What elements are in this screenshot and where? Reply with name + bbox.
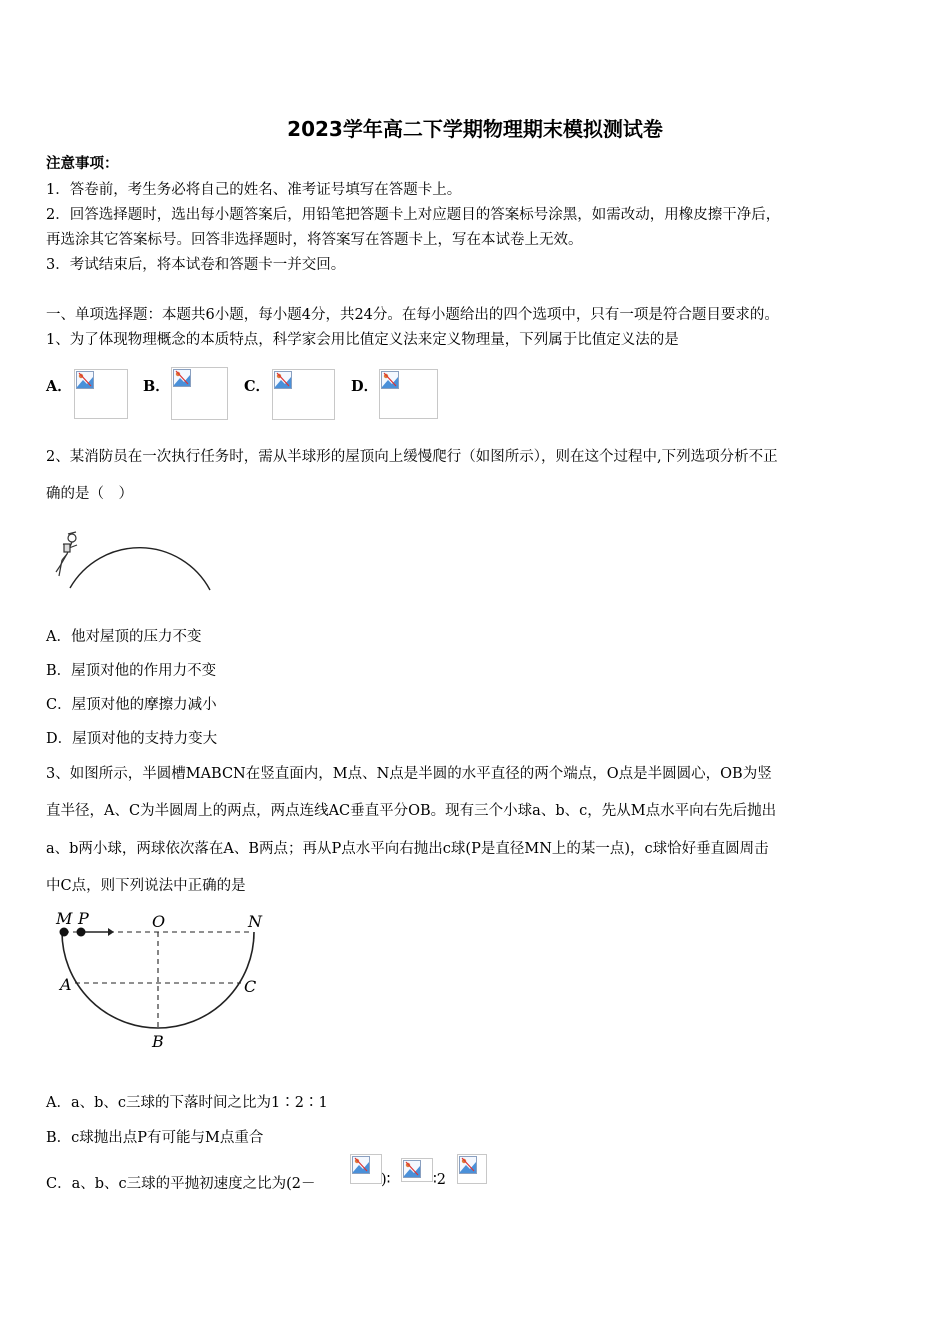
label-b: B <box>152 1032 164 1051</box>
label-m: M <box>56 909 73 928</box>
q1-option-d-image <box>379 369 438 419</box>
broken-image-icon <box>403 1160 421 1178</box>
label-p: P <box>78 909 89 928</box>
q3-option-c-mid1: )∶ <box>381 1172 391 1188</box>
q1-option-c-label: C． <box>244 378 271 395</box>
q3-option-c-prefix: C．a、b、c三球的平抛初速度之比为(2－ <box>46 1176 316 1192</box>
q2-option-b: B．屋顶对他的作用力不变 <box>46 663 217 679</box>
firefighter-icon <box>56 532 77 576</box>
q2-stem-line1: 2、某消防员在一次执行任务时，需从半球形的屋顶向上缓慢爬行（如图所示），则在这个过程中,下列选项分析不正 <box>46 449 778 465</box>
note-item-2: 2．回答选择题时，选出每小题答案后，用铅笔把答题卡上对应题目的答案标号涂黑，如需改动，用橡皮擦干净后， <box>46 207 781 223</box>
broken-image-icon <box>459 1156 477 1174</box>
q3-option-c-image-3 <box>457 1154 487 1184</box>
q2-option-d: D．屋顶对他的支持力变大 <box>46 731 218 747</box>
q3-option-a: A．a、b、c三球的下落时间之比为1∶2∶1 <box>46 1095 328 1111</box>
q3-option-b: B．c球抛出点P有可能与M点重合 <box>46 1130 264 1146</box>
q2-dome-figure <box>50 510 220 595</box>
q3-option-c-image-2 <box>401 1158 433 1182</box>
q3-option-c-image-1 <box>350 1154 382 1184</box>
q1-stem: 1、为了体现物理概念的本质特点，科学家会用比值定义法来定义物理量，下列属于比值定义法的是 <box>46 332 679 348</box>
q3-semicircle-figure <box>50 905 270 1055</box>
broken-image-icon <box>381 371 399 389</box>
q3-option-c <box>46 1172 316 1193</box>
broken-image-icon <box>274 371 292 389</box>
broken-image-icon <box>76 371 94 389</box>
arrow-head-icon <box>108 928 114 936</box>
dome-arc <box>70 548 210 590</box>
note-item-1: 1．答卷前，考生务必将自己的姓名、准考证号填写在答题卡上。 <box>46 182 462 198</box>
q2-option-a: A．他对屋顶的压力不变 <box>46 629 202 645</box>
q2-option-c: C．屋顶对他的摩擦力减小 <box>46 697 217 713</box>
q1-option-c-image <box>272 369 335 420</box>
q1-option-a-label: A． <box>46 378 72 395</box>
label-n: N <box>248 912 262 931</box>
q3-stem-line3: a、b两小球，两球依次落在A、B两点；再从P点水平向右抛出c球(P是直径MN上的某一点)，c球恰好垂直圆周击 <box>46 841 769 857</box>
note-item-2-cont: 再选涂其它答案标号。回答非选择题时，将答案写在答题卡上，写在本试卷上无效。 <box>46 232 583 248</box>
label-o: O <box>152 912 166 931</box>
broken-image-icon <box>352 1156 370 1174</box>
q1-option-b-image <box>171 367 228 420</box>
q3-stem-line2: 直半径，A、C为半圆周上的两点，两点连线AC垂直平分OB。现有三个小球a、b、c，先从M点水平向右先后抛出 <box>46 803 777 819</box>
page-title: 2023学年高二下学期物理期末模拟测试卷 <box>287 117 663 141</box>
notes-heading: 注意事项： <box>46 155 119 172</box>
section1-heading: 一、单项选择题：本题共6小题，每小题4分，共24分。在每小题给出的四个选项中，只有一项是符合题目要求的。 <box>46 307 779 323</box>
q1-option-a-image <box>74 369 128 419</box>
ball-at-m <box>60 928 69 937</box>
q1-option-b-label: B． <box>143 378 170 395</box>
q2-stem-line2: 确的是（ ） <box>46 486 133 502</box>
ball-at-p <box>77 928 86 937</box>
note-item-3: 3．考试结束后，将本试卷和答题卡一并交回。 <box>46 257 346 273</box>
q3-stem-line1: 3、如图所示，半圆槽MABCN在竖直面内，M点、N点是半圆的水平直径的两个端点，O点是半圆圆心，OB为竖 <box>46 766 772 782</box>
q3-option-c-mid2: ∶2 <box>433 1172 446 1188</box>
label-a: A <box>60 975 72 994</box>
broken-image-icon <box>173 369 191 387</box>
label-c: C <box>244 977 257 996</box>
q1-option-d-label: D． <box>351 378 379 395</box>
q3-stem-line4: 中C点，则下列说法中正确的是 <box>46 878 246 894</box>
